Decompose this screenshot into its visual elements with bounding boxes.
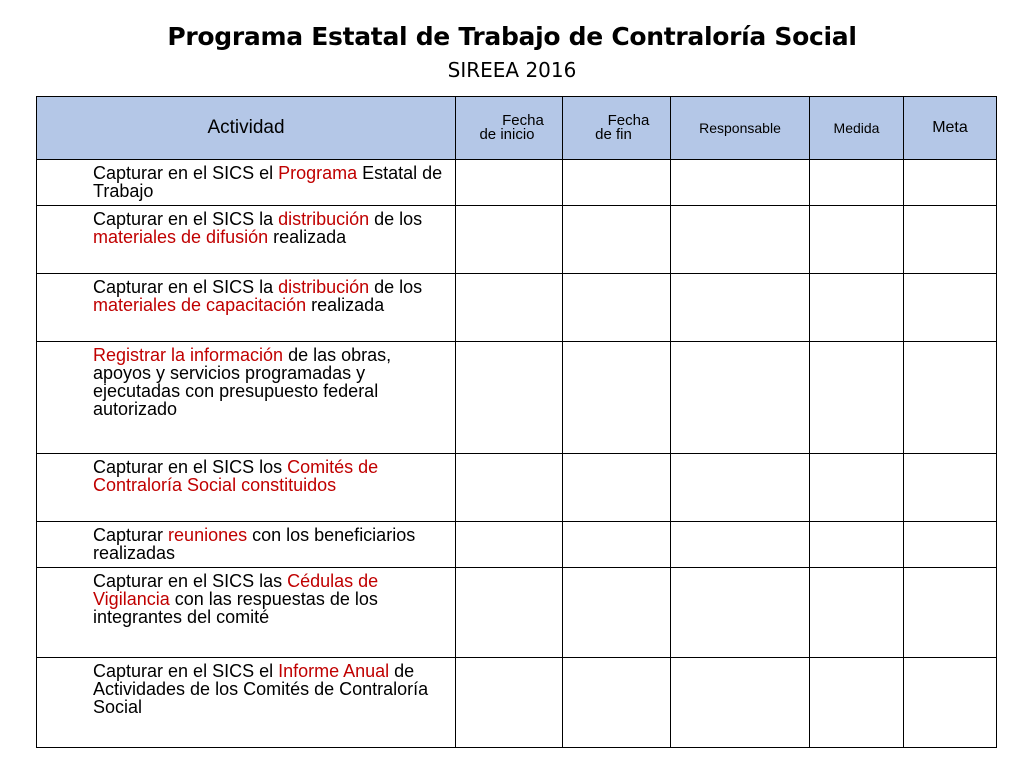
table-row — [37, 522, 997, 568]
meta-cell[interactable] — [904, 274, 997, 342]
fecha-inicio-cell[interactable] — [456, 568, 563, 658]
meta-cell[interactable] — [904, 160, 997, 206]
activity-highlight-text: Registrar la información — [93, 345, 284, 365]
meta-cell[interactable] — [904, 454, 997, 522]
activity-highlight-text: Programa — [278, 163, 358, 183]
activity-highlight-text: Informe Anual — [278, 661, 390, 681]
fecha-fin-cell[interactable] — [563, 160, 671, 206]
medida-cell[interactable] — [810, 274, 904, 342]
activity-cell — [37, 274, 456, 342]
activity-text: con las respuestas de los integrantes del comité — [93, 589, 378, 627]
table-row — [37, 274, 997, 342]
header-actividad: Actividad — [37, 97, 456, 160]
activity-text: realizada — [306, 295, 385, 315]
fecha-inicio-cell[interactable] — [456, 658, 563, 748]
activity-highlight-text: materiales de capacitación — [93, 295, 307, 315]
header-fecha-fin-line1: Fecha — [607, 112, 650, 129]
fecha-inicio-cell[interactable] — [456, 454, 563, 522]
responsable-cell[interactable] — [671, 160, 810, 206]
header-fecha-inicio-line1: Fecha — [502, 112, 544, 129]
medida-cell[interactable] — [810, 522, 904, 568]
fecha-fin-cell[interactable] — [563, 454, 671, 522]
activity-text: Capturar en el SICS los — [93, 457, 288, 477]
header-fecha-inicio — [456, 97, 563, 160]
activity-text: de los — [369, 209, 423, 229]
activity-cell — [37, 342, 456, 454]
header-fecha-fin-line2: de fin — [595, 126, 632, 143]
activity-highlight-text: reuniones — [168, 525, 248, 545]
activity-text: de las obras, apoyos y servicios programadas y ejecutadas con presupuesto federal autorizado — [93, 345, 392, 419]
meta-cell[interactable] — [904, 206, 997, 274]
activity-highlight-text: Cédulas de Vigilancia — [93, 571, 379, 609]
activity-highlight-text: materiales de difusión — [93, 227, 269, 247]
responsable-cell[interactable] — [671, 568, 810, 658]
medida-cell[interactable] — [810, 206, 904, 274]
fecha-fin-cell[interactable] — [563, 274, 671, 342]
header-fecha-inicio-line2: de inicio — [479, 126, 535, 143]
table-row — [37, 454, 997, 522]
fecha-fin-cell[interactable] — [563, 658, 671, 748]
activity-text: Capturar en el SICS la — [93, 209, 279, 229]
table-row — [37, 342, 997, 454]
fecha-inicio-cell[interactable] — [456, 206, 563, 274]
activity-highlight-text: distribución — [278, 277, 370, 297]
activity-highlight-text: distribución — [278, 209, 370, 229]
medida-cell[interactable] — [810, 160, 904, 206]
table-row — [37, 160, 997, 206]
responsable-cell[interactable] — [671, 454, 810, 522]
responsable-cell[interactable] — [671, 658, 810, 748]
activities-table — [36, 96, 997, 748]
activity-cell — [37, 160, 456, 206]
responsable-cell[interactable] — [671, 206, 810, 274]
page-subtitle: SIREEA 2016 — [447, 58, 577, 82]
header-fecha-fin — [563, 97, 671, 160]
meta-cell[interactable] — [904, 568, 997, 658]
fecha-inicio-cell[interactable] — [456, 160, 563, 206]
fecha-inicio-cell[interactable] — [456, 342, 563, 454]
activity-text: Estatal de Trabajo — [93, 163, 443, 201]
activity-cell — [37, 206, 456, 274]
activity-text: Capturar en el SICS la — [93, 277, 279, 297]
medida-cell[interactable] — [810, 658, 904, 748]
table-row — [37, 568, 997, 658]
activity-highlight-text: Comités de Contraloría Social constituidos — [93, 457, 379, 495]
fecha-fin-cell[interactable] — [563, 206, 671, 274]
meta-cell[interactable] — [904, 658, 997, 748]
table-row — [37, 206, 997, 274]
fecha-inicio-cell[interactable] — [456, 522, 563, 568]
activity-text: de los — [369, 277, 423, 297]
fecha-fin-cell[interactable] — [563, 342, 671, 454]
fecha-fin-cell[interactable] — [563, 522, 671, 568]
activity-text: Capturar en el SICS el — [93, 661, 279, 681]
activity-text: Capturar en el SICS las — [93, 571, 288, 591]
activity-cell — [37, 522, 456, 568]
page-title: Programa Estatal de Trabajo de Contraloría Social — [167, 22, 857, 51]
activity-text: con los beneficiarios realizadas — [93, 525, 416, 563]
table-body — [37, 160, 997, 748]
activity-cell — [37, 658, 456, 748]
medida-cell[interactable] — [810, 568, 904, 658]
activity-cell — [37, 454, 456, 522]
meta-cell[interactable] — [904, 342, 997, 454]
responsable-cell[interactable] — [671, 342, 810, 454]
table-header-row — [37, 97, 997, 160]
table-row — [37, 658, 997, 748]
header-meta: Meta — [904, 97, 997, 160]
activity-text: Capturar — [93, 525, 169, 545]
fecha-inicio-cell[interactable] — [456, 274, 563, 342]
activity-text: realizada — [268, 227, 347, 247]
header-medida: Medida — [810, 97, 904, 160]
activity-text: de Actividades de los Comités de Contraloría Social — [93, 661, 429, 717]
medida-cell[interactable] — [810, 454, 904, 522]
responsable-cell[interactable] — [671, 522, 810, 568]
meta-cell[interactable] — [904, 522, 997, 568]
responsable-cell[interactable] — [671, 274, 810, 342]
activity-cell — [37, 568, 456, 658]
fecha-fin-cell[interactable] — [563, 568, 671, 658]
medida-cell[interactable] — [810, 342, 904, 454]
activity-text: Capturar en el SICS el — [93, 163, 279, 183]
header-responsable: Responsable — [671, 97, 810, 160]
